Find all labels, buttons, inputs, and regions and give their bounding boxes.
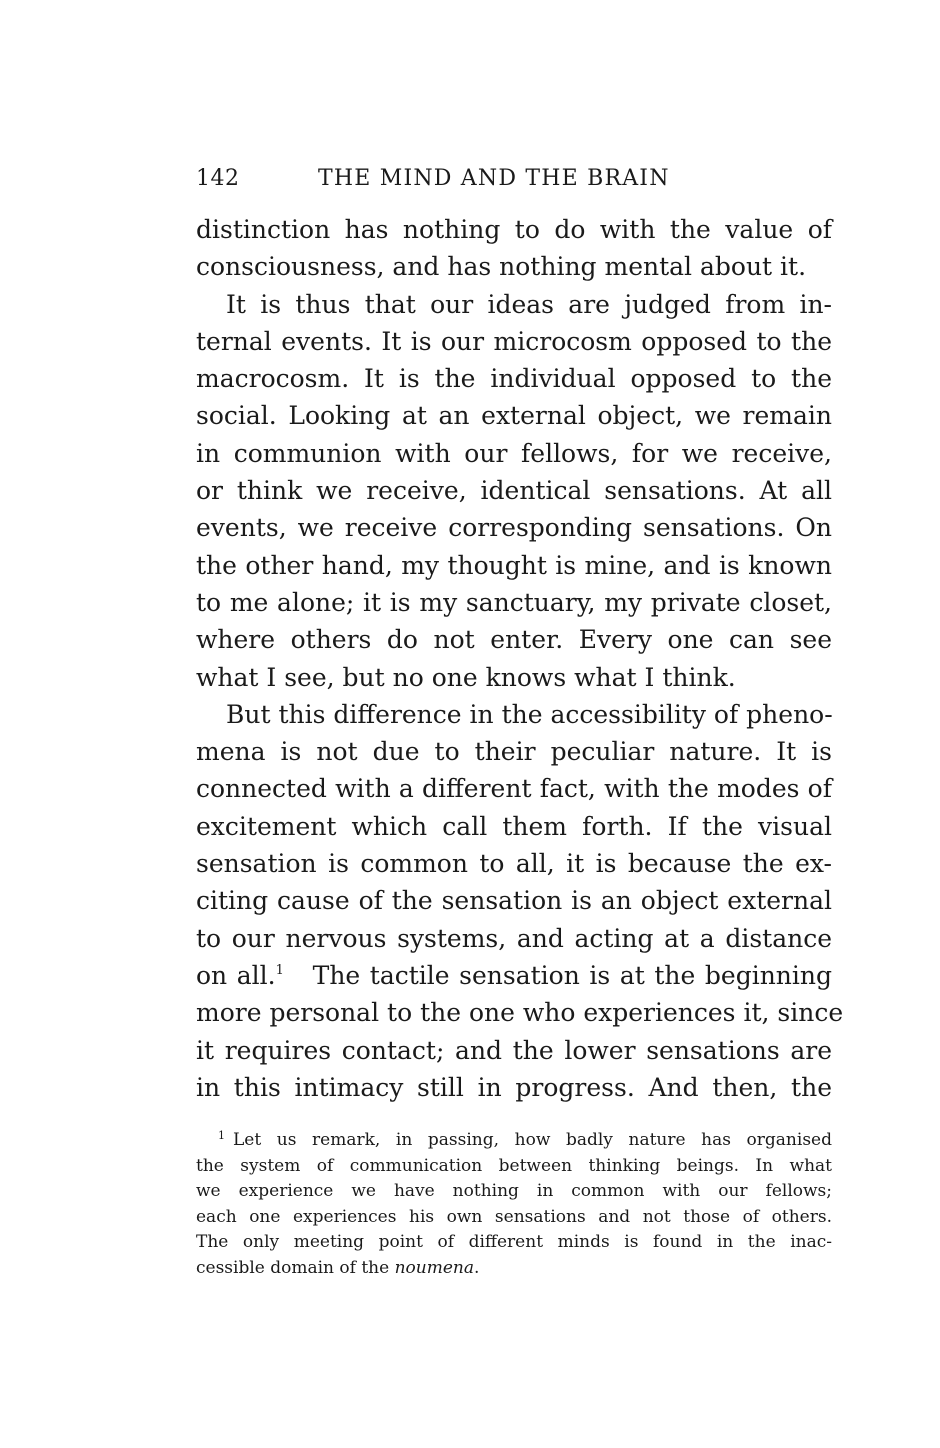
text-line-with-footnote-ref [196, 957, 832, 994]
text-line: what I see, but no one knows what I think. [196, 662, 736, 692]
body-text [196, 211, 844, 1106]
text-line: excitement which call them forth. If the visual [196, 811, 832, 841]
footnote-line [196, 1256, 832, 1282]
text-line: it requires contact; and the lower sensations are [196, 1035, 832, 1065]
text-line: mena is not due to their peculiar nature. It is [196, 737, 832, 767]
text-line: or think we receive, identical sensations. At all [196, 476, 832, 506]
text-line: ternal events. It is our microcosm opposed to the [196, 326, 832, 356]
footnote-text: Let us remark, in passing, how badly nature has organised [233, 1130, 832, 1150]
text-fragment: on all. [196, 960, 276, 990]
paragraph-start-line: But this difference in the accessibility of pheno- [226, 699, 833, 729]
footnote-line: The only meeting point of different minds is found in the inac- [196, 1232, 832, 1253]
footnote-reference: 1 [275, 962, 284, 978]
footnote-text: cessible domain of the [196, 1257, 390, 1278]
text-line: sensation is common to all, it is because the ex- [196, 849, 832, 879]
running-head: THE MIND AND THE BRAIN [318, 166, 670, 191]
text-line: where others do not enter. Every one can see [196, 625, 832, 655]
text-line: social. Looking at an external object, we remain [196, 401, 832, 431]
text-fragment: The tactile sensation is at the beginning [312, 960, 832, 990]
footnote-punct: . [474, 1257, 480, 1278]
paragraph-start-line: It is thus that our ideas are judged from in- [226, 289, 832, 319]
text-line: more personal to the one who experiences it, since [196, 998, 844, 1028]
text-line: distinction has nothing to do with the value of [196, 215, 832, 244]
footnote-italic-term: noumena [394, 1257, 474, 1278]
text-line: in communion with our fellows, for we receive, [196, 438, 832, 468]
text-line: connected with a different fact, with the modes of [196, 774, 832, 804]
text-line: citing cause of the sensation is an object external [196, 886, 832, 916]
text-line: in this intimacy still in progress. And then, the [196, 1072, 832, 1102]
text-line: events, we receive corresponding sensations. On [196, 513, 832, 543]
text-line: the other hand, my thought is mine, and is known [196, 550, 832, 580]
page-number: 142 [196, 166, 240, 191]
text-line: to our nervous systems, and acting at a distance [196, 923, 832, 953]
footnote-marker: 1 [218, 1129, 225, 1142]
footnote [196, 1128, 832, 1282]
text-line: macrocosm. It is the individual opposed to the [196, 364, 832, 394]
text-line: consciousness, and has nothing mental about it. [196, 252, 807, 282]
footnote-line: we experience we have nothing in common with our fellows; [196, 1181, 832, 1202]
footnote-line: each one experiences his own sensations and not those of others. [196, 1206, 832, 1227]
text-line: to me alone; it is my sanctuary, my private closet, [196, 587, 832, 617]
page-header [196, 166, 832, 196]
footnote-line [196, 1128, 832, 1154]
footnote-line: the system of communication between thinking beings. In what [196, 1155, 832, 1176]
